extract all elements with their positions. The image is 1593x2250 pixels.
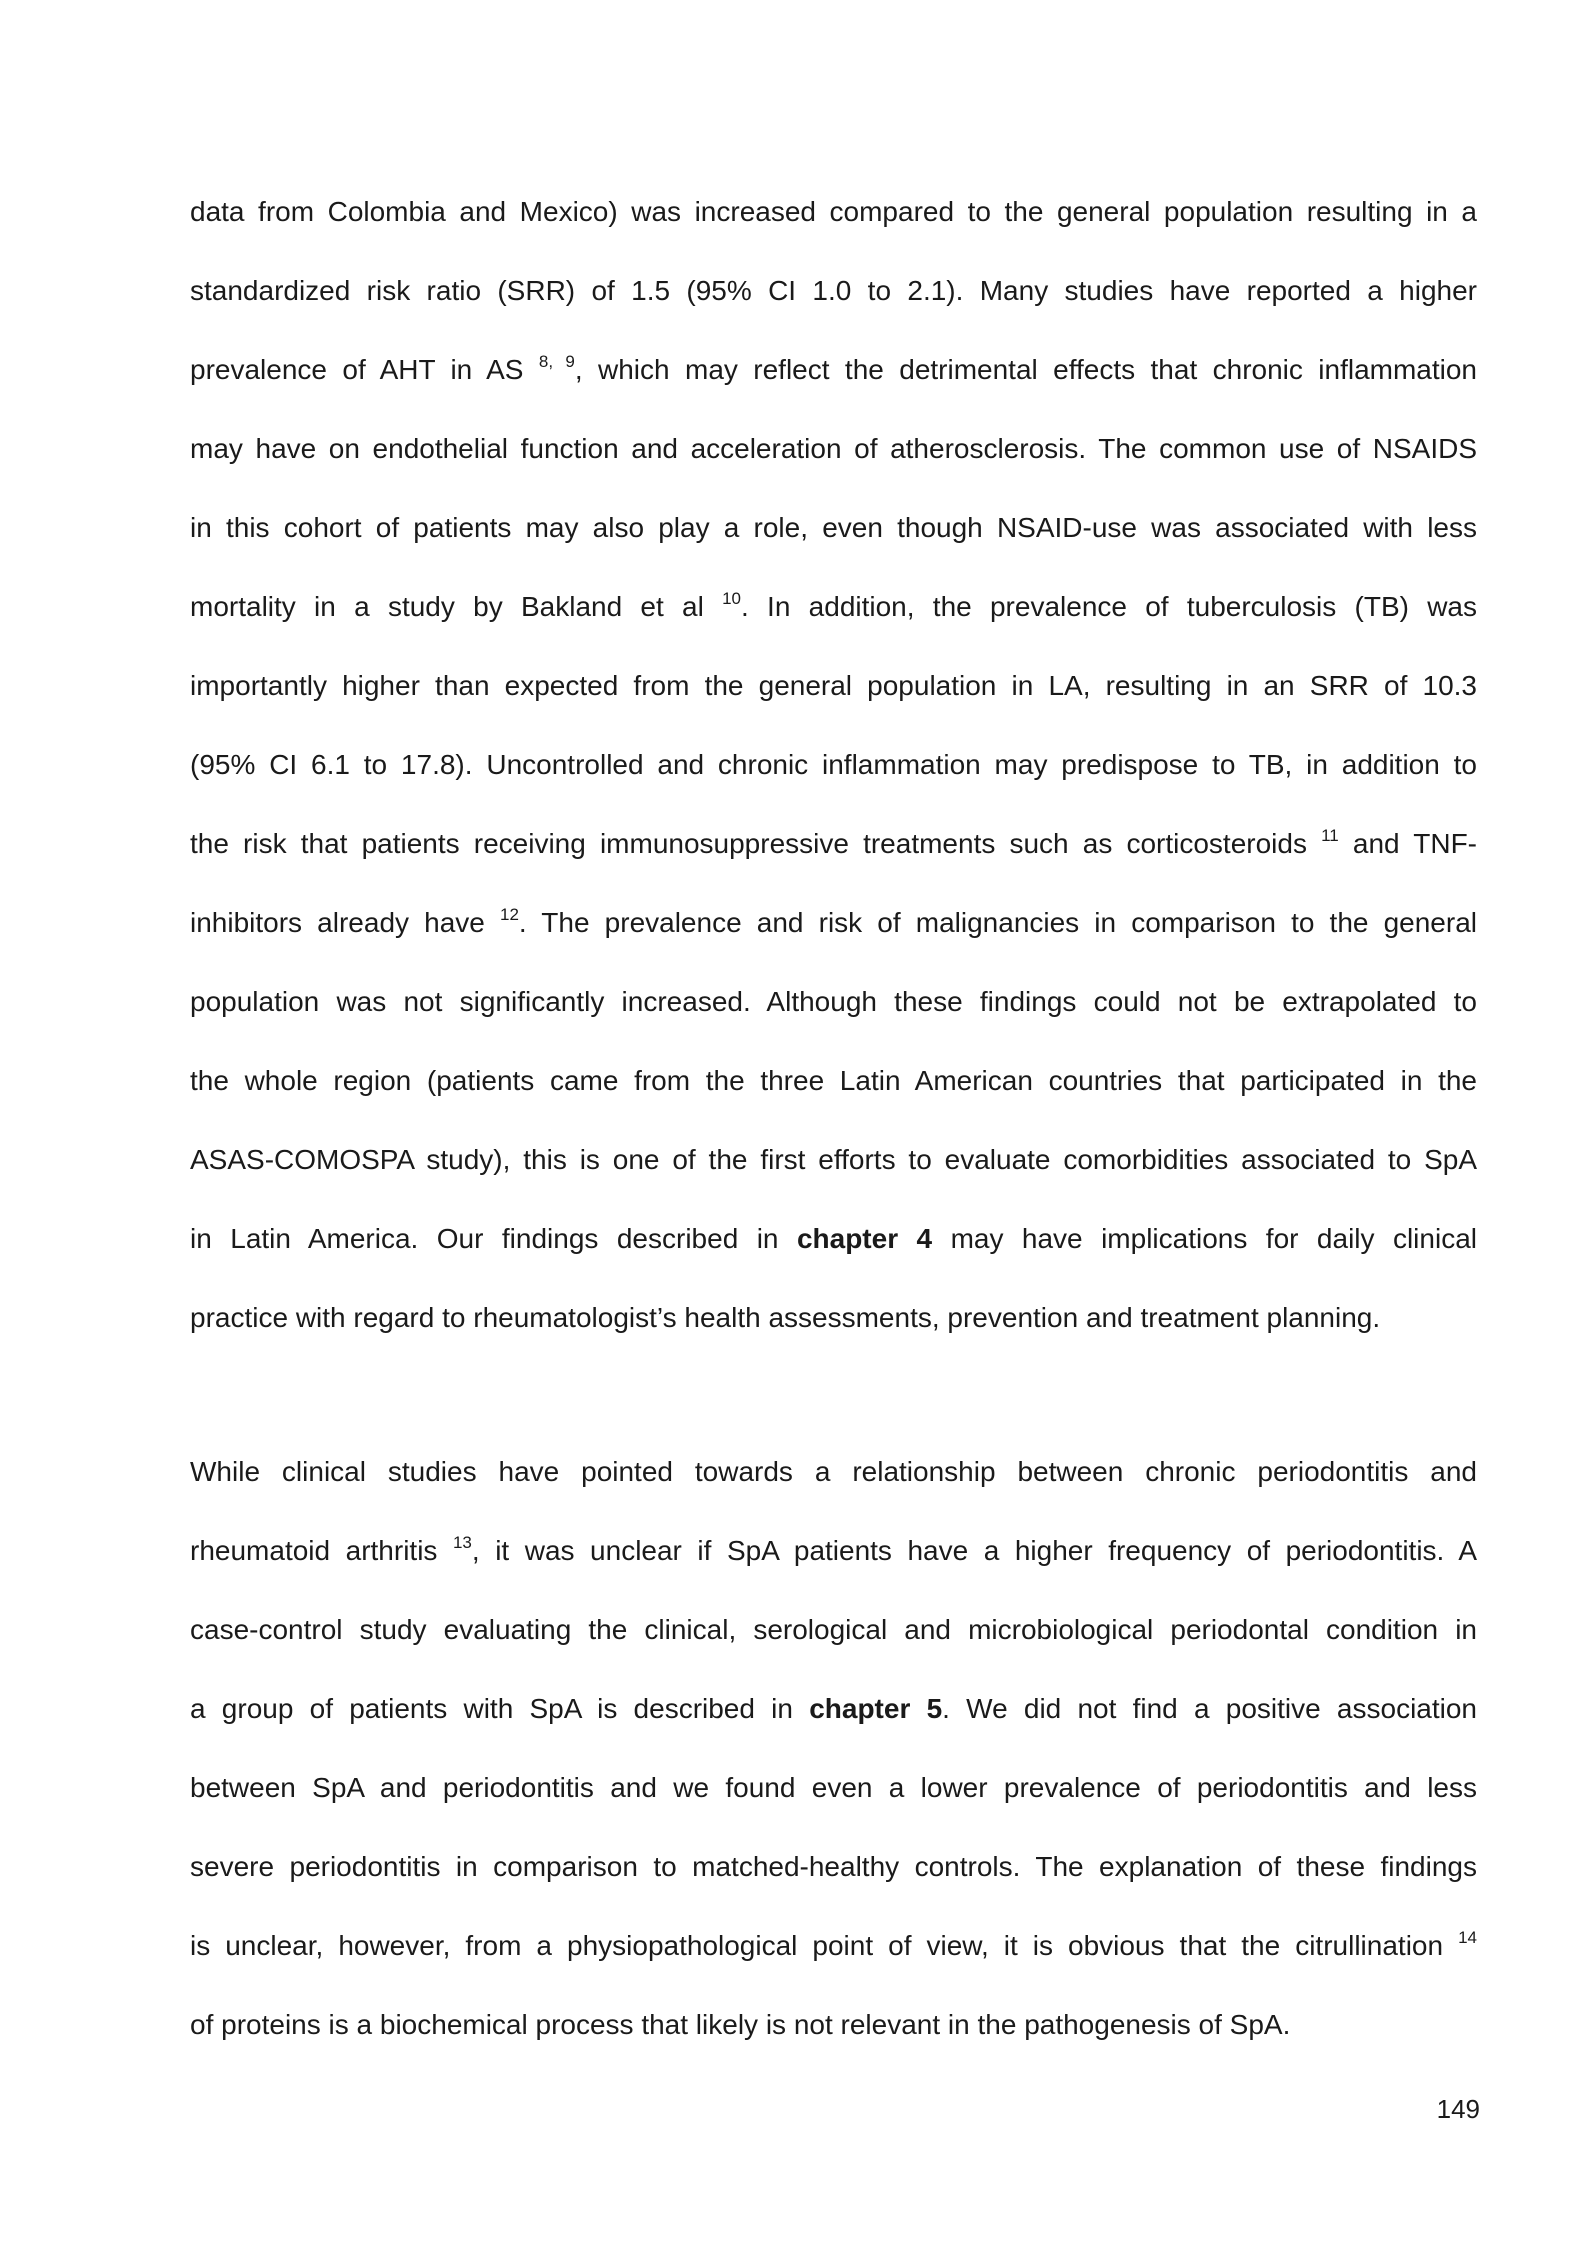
citation-superscript: 12 xyxy=(499,905,519,924)
text-line xyxy=(190,488,1477,567)
text-run: practice with regard to rheumatologist’s health assessments, prevention and treatment planning. xyxy=(190,1302,1381,1333)
text-run: importantly higher than expected from the general population in LA, resulting in an SRR of 10.3 xyxy=(190,670,1477,701)
text-line xyxy=(190,1120,1477,1199)
text-run: , which may reflect the detrimental effects that chronic inflammation xyxy=(574,354,1478,385)
text-line xyxy=(190,1041,1477,1120)
text-run: . In addition, the prevalence of tuberculosis (TB) was xyxy=(741,591,1477,622)
text-run: population was not significantly increased. Although these findings could not be extrapolated to xyxy=(190,986,1477,1017)
text-run: the risk that patients receiving immunosuppressive treatments such as corticosteroids xyxy=(190,828,1322,859)
text-line xyxy=(190,1669,1477,1748)
text-line xyxy=(190,725,1477,804)
text-run: may have implications for daily clinical xyxy=(932,1223,1477,1254)
text-run: (95% CI 6.1 to 17.8). Uncontrolled and chronic inflammation may predispose to TB, in addition to xyxy=(190,749,1477,780)
text-line xyxy=(190,1278,1477,1357)
text-run: in Latin America. Our findings described in xyxy=(190,1223,797,1254)
text-line xyxy=(190,1511,1477,1590)
citation-superscript: 13 xyxy=(452,1533,472,1552)
text-line xyxy=(190,172,1477,251)
text-run: data from Colombia and Mexico) was increased compared to the general population resulting in a xyxy=(190,196,1477,227)
paragraph-periodontitis xyxy=(190,1432,1477,2064)
citation-superscript: 8, 9 xyxy=(538,352,575,371)
citation-superscript: 14 xyxy=(1458,1928,1477,1947)
text-line xyxy=(190,1199,1477,1278)
text-line xyxy=(190,567,1477,646)
text-run: the whole region (patients came from the three Latin American countries that participated in the xyxy=(190,1065,1477,1096)
chapter-reference: chapter 5 xyxy=(809,1693,943,1724)
text-run: in this cohort of patients may also play a role, even though NSAID-use was associated with less xyxy=(190,512,1477,543)
text-run: is unclear, however, from a physiopathological point of view, it is obvious that the citrullination xyxy=(190,1930,1459,1961)
text-line xyxy=(190,1827,1477,1906)
text-run: rheumatoid arthritis xyxy=(190,1535,453,1566)
text-run: , it was unclear if SpA patients have a higher frequency of periodontitis. A xyxy=(471,1535,1478,1566)
text-run: prevalence of AHT in AS xyxy=(190,354,539,385)
text-run: inhibitors already have xyxy=(190,907,500,938)
text-line xyxy=(190,1748,1477,1827)
citation-superscript: 11 xyxy=(1321,826,1339,845)
text-run: standardized risk ratio (SRR) of 1.5 (95% CI 1.0 to 2.1). Many studies have reported a higher xyxy=(190,275,1477,306)
text-run: case-control study evaluating the clinical, serological and microbiological periodontal condition in xyxy=(190,1614,1477,1645)
text-run: ASAS-COMOSPA study), this is one of the first efforts to evaluate comorbidities associated to SpA xyxy=(190,1144,1477,1175)
text-run: . The prevalence and risk of malignancies in comparison to the general xyxy=(518,907,1477,938)
text-run: mortality in a study by Bakland et al xyxy=(190,591,723,622)
text-run: While clinical studies have pointed towards a relationship between chronic periodontitis and xyxy=(190,1456,1477,1487)
text-run: a group of patients with SpA is described in xyxy=(190,1693,810,1724)
text-run: may have on endothelial function and acceleration of atherosclerosis. The common use of NSAIDS xyxy=(190,433,1477,464)
text-line xyxy=(190,646,1477,725)
citation-superscript: 10 xyxy=(722,589,742,608)
text-run: . We did not find a positive association xyxy=(942,1693,1478,1724)
text-line xyxy=(190,1590,1477,1669)
text-run: and TNF- xyxy=(1338,828,1477,859)
text-line xyxy=(190,1432,1477,1511)
text-line xyxy=(190,409,1477,488)
chapter-reference: chapter 4 xyxy=(796,1223,933,1254)
text-run: between SpA and periodontitis and we found even a lower prevalence of periodontitis and less xyxy=(190,1772,1477,1803)
text-line xyxy=(190,804,1477,883)
text-run: of proteins is a biochemical process that likely is not relevant in the pathogenesis of SpA. xyxy=(190,2009,1291,2040)
text-line xyxy=(190,1985,1477,2064)
text-line xyxy=(190,1906,1477,1985)
text-run: severe periodontitis in comparison to matched-healthy controls. The explanation of these findings xyxy=(190,1851,1477,1882)
text-line xyxy=(190,883,1477,962)
text-line xyxy=(190,962,1477,1041)
paragraph-comorbidities xyxy=(190,172,1477,1357)
text-line xyxy=(190,251,1477,330)
page-number: 149 xyxy=(1436,2094,1480,2124)
text-line xyxy=(190,330,1477,409)
